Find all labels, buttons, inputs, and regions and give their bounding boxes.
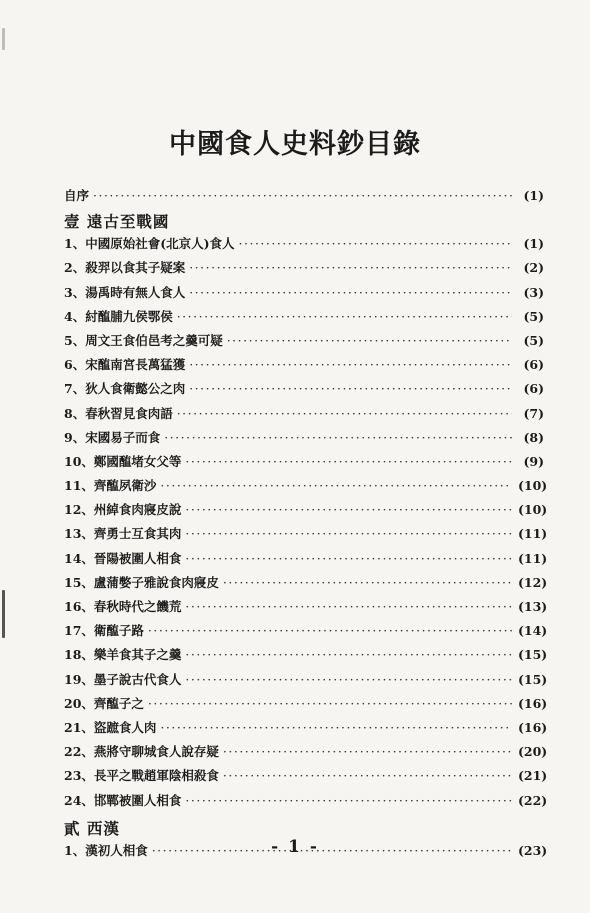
- toc-entry-label: 自序: [64, 188, 90, 203]
- toc-entry[interactable]: [64, 549, 548, 573]
- scan-edge-mark: [2, 28, 5, 50]
- section-heading: 貳 西漢: [64, 818, 120, 838]
- toc-entry-preface[interactable]: [64, 186, 544, 210]
- toc-entry-label: 20、齊醢子之: [64, 695, 144, 711]
- toc-entry[interactable]: [64, 500, 548, 524]
- toc-entry[interactable]: [64, 234, 544, 258]
- toc-entry-page: (2): [523, 260, 544, 276]
- table-of-contents: [64, 186, 548, 865]
- toc-entry-page: (21): [518, 768, 548, 784]
- toc-entry-page: (16): [518, 719, 548, 735]
- toc-entry-label: 6、宋醢南宮長萬猛獲: [64, 357, 186, 373]
- leader-dots: [160, 478, 512, 493]
- toc-entry[interactable]: [64, 766, 548, 790]
- leader-dots: [160, 720, 512, 735]
- toc-entry-page: (10): [518, 478, 548, 494]
- toc-entry-label: 22、燕將守聊城食人說存疑: [64, 744, 219, 760]
- leader-dots: [177, 309, 512, 324]
- page-number: - 1 -: [271, 837, 319, 857]
- toc-entry[interactable]: [64, 573, 548, 597]
- toc-entry-page: (1): [523, 236, 544, 252]
- toc-entry-page: (10): [518, 502, 548, 518]
- scan-edge-mark: [2, 590, 5, 638]
- leader-dots: [239, 236, 512, 251]
- toc-entry[interactable]: [64, 331, 544, 355]
- toc-entry[interactable]: [64, 307, 544, 331]
- leader-dots: [185, 526, 512, 541]
- leader-dots: [223, 575, 512, 590]
- toc-entry-page: (11): [518, 526, 548, 542]
- toc-entry-label: 4、紂醢脯九侯鄂侯: [64, 308, 173, 324]
- document-title: 中國食人史料鈔目錄: [169, 129, 421, 160]
- toc-entry-label: 24、邯鄲被圍人相食: [64, 792, 182, 808]
- toc-entry[interactable]: [64, 670, 548, 694]
- toc-entry[interactable]: [64, 791, 548, 815]
- toc-entry-page: (3): [523, 284, 544, 300]
- leader-dots: [185, 599, 512, 614]
- leader-dots: [164, 430, 512, 445]
- toc-entry-page: (6): [523, 357, 544, 373]
- toc-entry[interactable]: [64, 355, 544, 379]
- toc-entry-label: 7、狄人食衛懿公之肉: [64, 381, 186, 397]
- toc-entry-label: 9、宋國易子而食: [64, 429, 161, 445]
- leader-dots: [189, 260, 512, 275]
- leader-dots: [189, 357, 512, 372]
- toc-entry-page: (5): [523, 332, 544, 348]
- toc-entry-page: (8): [523, 429, 544, 445]
- toc-entry-page: (15): [518, 671, 548, 687]
- toc-entry-label: 16、春秋時代之饑荒: [64, 599, 182, 614]
- toc-entry-label: 11、齊醢夙衛沙: [64, 478, 157, 494]
- leader-dots: [185, 793, 512, 808]
- toc-entry-label: 12、州綽食肉寢皮說: [64, 502, 182, 518]
- toc-entry-page: (15): [518, 647, 548, 663]
- toc-entry[interactable]: [64, 258, 544, 282]
- leader-dots: [93, 188, 512, 203]
- toc-entry-page: (16): [518, 695, 548, 711]
- toc-entry-page: (22): [518, 792, 548, 808]
- toc-entry-label: 23、長平之戰趙軍陰相殺食: [64, 768, 219, 784]
- toc-entry-page: (13): [518, 599, 548, 614]
- toc-entry-label: 3、湯禹時有無人食人: [64, 284, 186, 300]
- toc-entry-page: (14): [518, 623, 548, 639]
- leader-dots: [148, 623, 512, 638]
- toc-entry-page: (5): [523, 308, 544, 324]
- toc-entry[interactable]: [64, 742, 548, 766]
- toc-entry-page: (6): [523, 381, 544, 397]
- toc-entry[interactable]: [64, 524, 548, 548]
- toc-entry[interactable]: [64, 718, 548, 742]
- toc-entry[interactable]: [64, 597, 548, 621]
- toc-entry[interactable]: [64, 379, 544, 403]
- leader-dots: [223, 744, 512, 759]
- toc-entry-label: 14、晉陽被圍人相食: [64, 550, 182, 566]
- leader-dots: [185, 551, 512, 566]
- leader-dots: [189, 381, 512, 396]
- toc-entry-label: 13、齊勇士互食其肉: [64, 526, 182, 542]
- toc-entry-label: 21、盜蹠食人肉: [64, 719, 157, 735]
- leader-dots: [177, 406, 512, 421]
- toc-entry[interactable]: [64, 694, 548, 718]
- toc-entry-label: 18、樂羊食其子之羹: [64, 647, 182, 663]
- toc-entry[interactable]: [64, 621, 548, 645]
- toc-entry-page: (7): [523, 405, 544, 421]
- toc-entry-label: 17、衛醢子路: [64, 623, 144, 639]
- leader-dots: [185, 454, 512, 469]
- toc-entry-label: 8、春秋習見食肉語: [64, 405, 173, 421]
- toc-entry[interactable]: [64, 283, 544, 307]
- leader-dots: [189, 285, 512, 300]
- section-heading: 壹 遠古至戰國: [64, 212, 170, 232]
- toc-entry-label: 2、殺羿以食其子疑案: [64, 260, 186, 276]
- toc-entry-label: 5、周文王食伯邑考之羹可疑: [64, 332, 223, 348]
- toc-entry[interactable]: [64, 452, 544, 476]
- leader-dots: [185, 502, 512, 517]
- toc-entry[interactable]: [64, 476, 548, 500]
- toc-entry-label: 10、鄭國醢堵女父等: [64, 453, 182, 469]
- toc-entry[interactable]: [64, 428, 544, 452]
- toc-entry-page: (20): [518, 744, 548, 760]
- toc-entry-page: (9): [523, 453, 544, 469]
- toc-entry-label: 15、盧蒲嫳子雅說食肉寢皮: [64, 574, 219, 590]
- toc-entry[interactable]: [64, 404, 544, 428]
- toc-entry[interactable]: [64, 645, 548, 669]
- leader-dots: [148, 696, 512, 711]
- toc-entry-page: (23): [518, 842, 548, 858]
- toc-entry-label: 1、中國原始社會(北京人)食人: [64, 236, 235, 252]
- leader-dots: [223, 768, 512, 783]
- leader-dots: [227, 333, 512, 348]
- toc-entry-label: 19、墨子說古代食人: [64, 671, 182, 687]
- toc-entry-page: (12): [518, 574, 548, 590]
- toc-entry-page: (1): [523, 188, 544, 203]
- leader-dots: [185, 647, 512, 662]
- leader-dots: [185, 672, 512, 687]
- toc-entry-page: (11): [518, 550, 548, 566]
- toc-entry-label: 1、漢初人相食: [64, 842, 148, 858]
